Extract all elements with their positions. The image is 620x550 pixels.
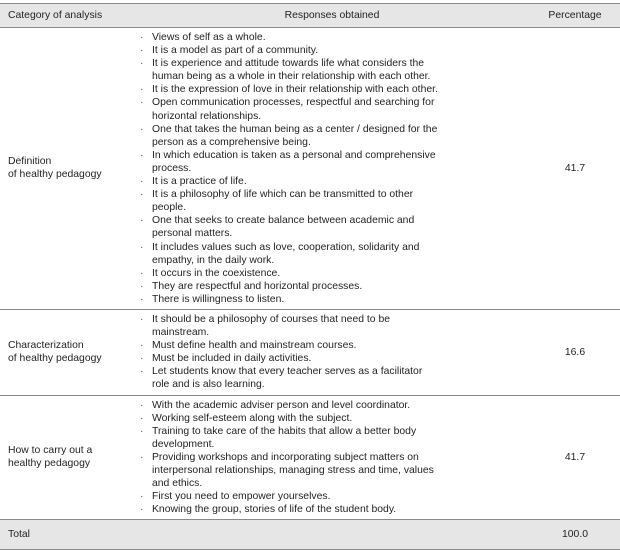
category-label: of healthy pedagogy (8, 169, 102, 181)
list-item: · With the academic adviser person and level coordinator. (140, 399, 530, 412)
header-category: Category of analysis (0, 4, 134, 28)
list-item: · One that takes the human being as a center / designed for the person as a comprehensive being. (140, 123, 530, 149)
table-row (0, 28, 620, 310)
total-percentage: 100.0 (530, 520, 620, 550)
list-item: · Knowing the group, stories of life of the student body. (140, 503, 530, 516)
responses-list (140, 399, 530, 517)
list-item: · It is the expression of love in their relationship with each other. (140, 83, 530, 96)
list-item: · It is a philosophy of life which can be transmitted to other people. (140, 188, 530, 214)
category-label: Definition (8, 156, 52, 168)
category-label: Characterization (8, 340, 84, 352)
list-item: · Views of self as a whole. (140, 31, 530, 44)
header-row (0, 4, 620, 28)
list-item: · It includes values such as love, cooperation, solidarity and empathy, in the daily work. (140, 241, 530, 267)
table-row (0, 309, 620, 395)
table-row (0, 395, 620, 520)
list-item: · It should be a philosophy of courses that need to be mainstream. (140, 313, 530, 339)
list-item: · It is experience and attitude towards life what considers the human being as a whole in their relationship with each other. (140, 57, 530, 83)
category-cell (0, 309, 134, 395)
category-cell (0, 28, 134, 310)
list-item: · They are respectful and horizontal processes. (140, 280, 530, 293)
list-item: · Let students know that every teacher serves as a facilitator role and is also learning. (140, 365, 530, 391)
responses-cell (134, 28, 530, 310)
percentage-cell: 41.7 (530, 28, 620, 310)
responses-list (140, 313, 530, 392)
list-item: · Working self-esteem along with the subject. (140, 412, 530, 425)
list-item: · It is a practice of life. (140, 175, 530, 188)
list-item: · There is willingness to listen. (140, 293, 530, 306)
list-item: · First you need to empower yourselves. (140, 490, 530, 503)
total-label: Total (0, 520, 134, 550)
list-item: · Providing workshops and incorporating subject matters on interpersonal relationships, managing stress and time, values and ethics. (140, 451, 530, 490)
percentage-cell: 16.6 (530, 309, 620, 395)
list-item: · In which education is taken as a personal and comprehensive process. (140, 149, 530, 175)
list-item: · Must be included in daily activities. (140, 352, 530, 365)
header-percentage: Percentage (530, 4, 620, 28)
percentage-cell: 41.7 (530, 395, 620, 520)
list-item: · Training to take care of the habits that allow a better body development. (140, 425, 530, 451)
total-row (0, 520, 620, 550)
results-table (0, 3, 620, 550)
category-label: How to carry out a (8, 445, 93, 457)
header-responses: Responses obtained (134, 4, 530, 28)
responses-cell (134, 395, 530, 520)
list-item: · One that seeks to create balance between academic and personal matters. (140, 214, 530, 240)
list-item: · It is a model as part of a community. (140, 44, 530, 57)
category-label: of healthy pedagogy (8, 353, 102, 365)
list-item: · Open communication processes, respectful and searching for horizontal relationships. (140, 96, 530, 122)
responses-list (140, 31, 530, 306)
responses-cell (134, 309, 530, 395)
list-item: · It occurs in the coexistence. (140, 267, 530, 280)
category-label: healthy pedagogy (8, 458, 91, 470)
category-cell (0, 395, 134, 520)
list-item: · Must define health and mainstream courses. (140, 339, 530, 352)
